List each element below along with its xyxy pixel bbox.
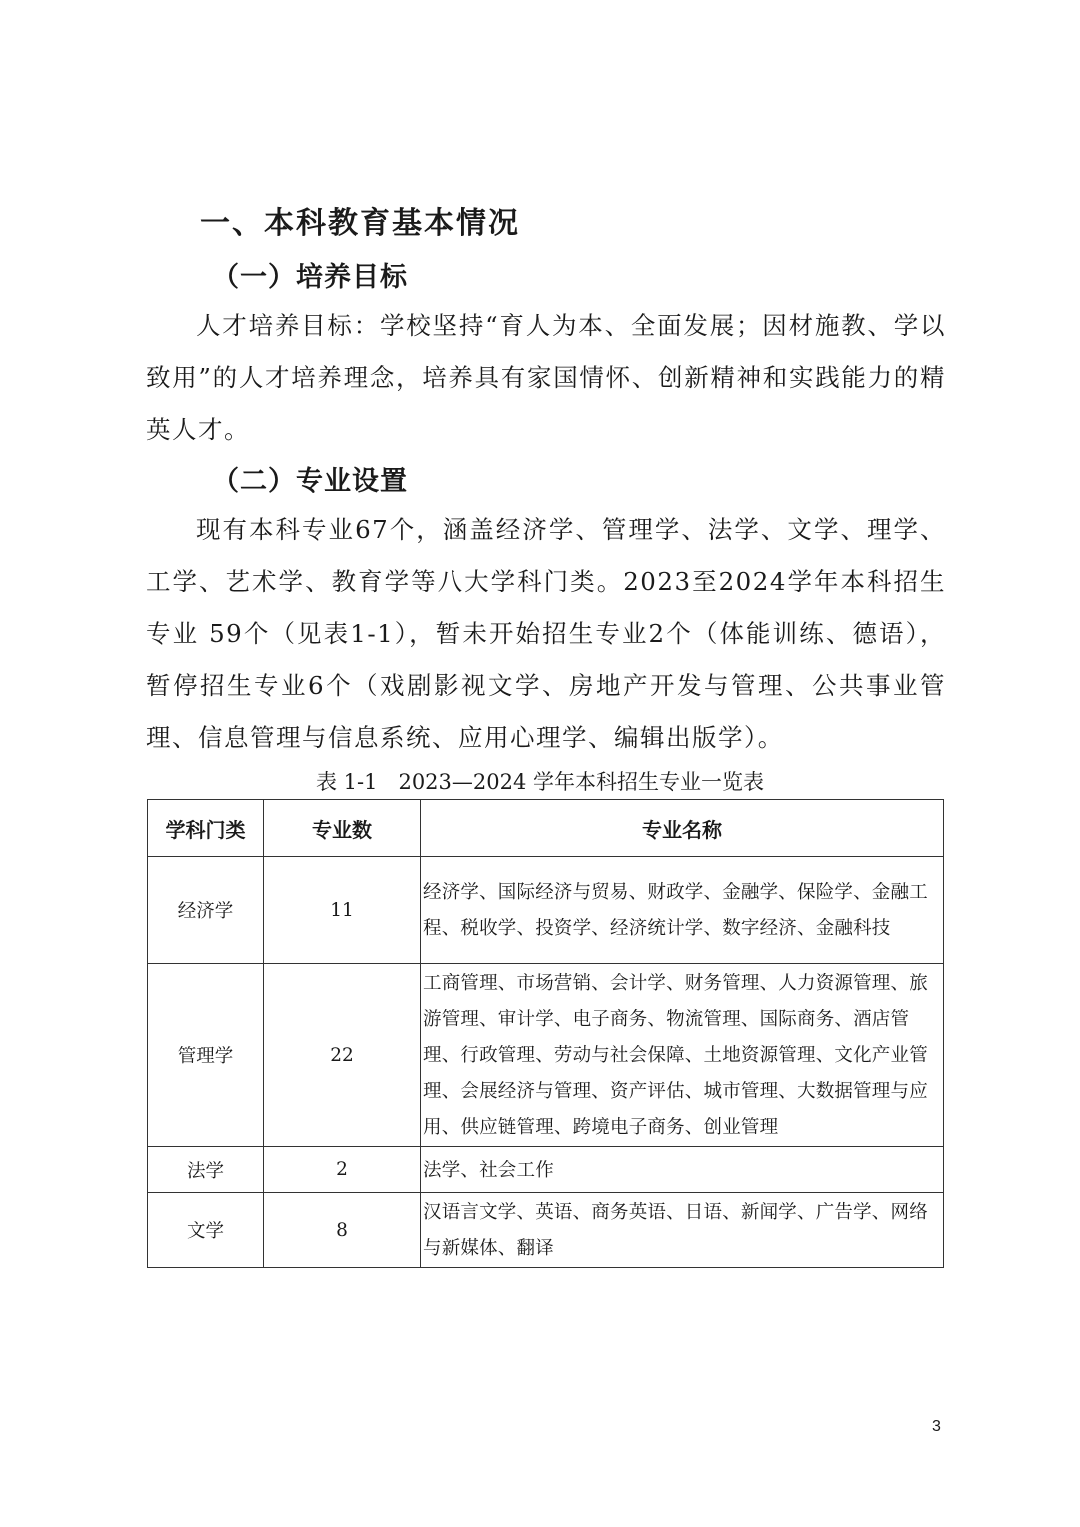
header-names: 专业名称: [421, 800, 944, 857]
table-header-row: [148, 800, 944, 857]
row-names: 法学、社会工作: [421, 1147, 944, 1193]
row-names: 经济学、国际经济与贸易、财政学、金融学、保险学、金融工程、税收学、投资学、经济统计学、数字经济、金融科技: [421, 857, 944, 964]
table-row: [148, 857, 944, 964]
goals-paragraph: 人才培养目标：学校坚持“育人为本、全面发展；因材施教、学以致用”的人才培养理念，培养具有家国情怀、创新精神和实践能力的精英人才。: [146, 311, 946, 444]
majors-table: [147, 799, 947, 1268]
subsection-heading-goals: （一）培养目标: [212, 262, 408, 293]
row-category: 法学: [148, 1147, 264, 1193]
table-row: [148, 1193, 944, 1268]
row-count: 22: [264, 964, 421, 1147]
row-names: 工商管理、市场营销、会计学、财务管理、人力资源管理、旅 游管理、审计学、电子商务、物流管理、国际商务、酒店管理、行政管理、劳动与社会保障、土地资源管理、文化产业管理、会展经济与管理、资产评估、城市管理、大数据管理与应用、供应链管理、跨境电子商务、创业管理: [421, 964, 944, 1147]
row-category: 管理学: [148, 964, 264, 1147]
row-count: 2: [264, 1147, 421, 1193]
row-count: 11: [264, 857, 421, 964]
header-count: 专业数: [264, 800, 421, 857]
row-names: 汉语言文学、英语、商务英语、日语、新闻学、广告学、网络与新媒体、翻译: [421, 1193, 944, 1268]
row-category: 经济学: [148, 857, 264, 964]
subsection-heading-majors: （二）专业设置: [212, 466, 408, 497]
header-category: 学科门类: [148, 800, 264, 857]
section-heading-1: 一、本科教育基本情况: [200, 206, 520, 241]
row-category: 文学: [148, 1193, 264, 1268]
table-row: [148, 1147, 944, 1193]
page-number: 3: [932, 1418, 941, 1435]
table-caption: 表 1-1 2023—2024 学年本科招生专业一览表: [315, 770, 765, 794]
row-count: 8: [264, 1193, 421, 1268]
majors-paragraph: 现有本科专业67个，涵盖经济学、管理学、法学、文学、理学、工学、艺术学、教育学等八大学科门类。2023至2024学年本科招生专业 59个（见表1-1），暂未开始招生专业2个（体能训练、德语），暂停招生专业6个（戏剧影视文学、房地产开发与管理、公共事业管理、信息管理与信息系统、应用心理学、编辑出版学）。: [146, 515, 946, 752]
table-row: [148, 964, 944, 1147]
